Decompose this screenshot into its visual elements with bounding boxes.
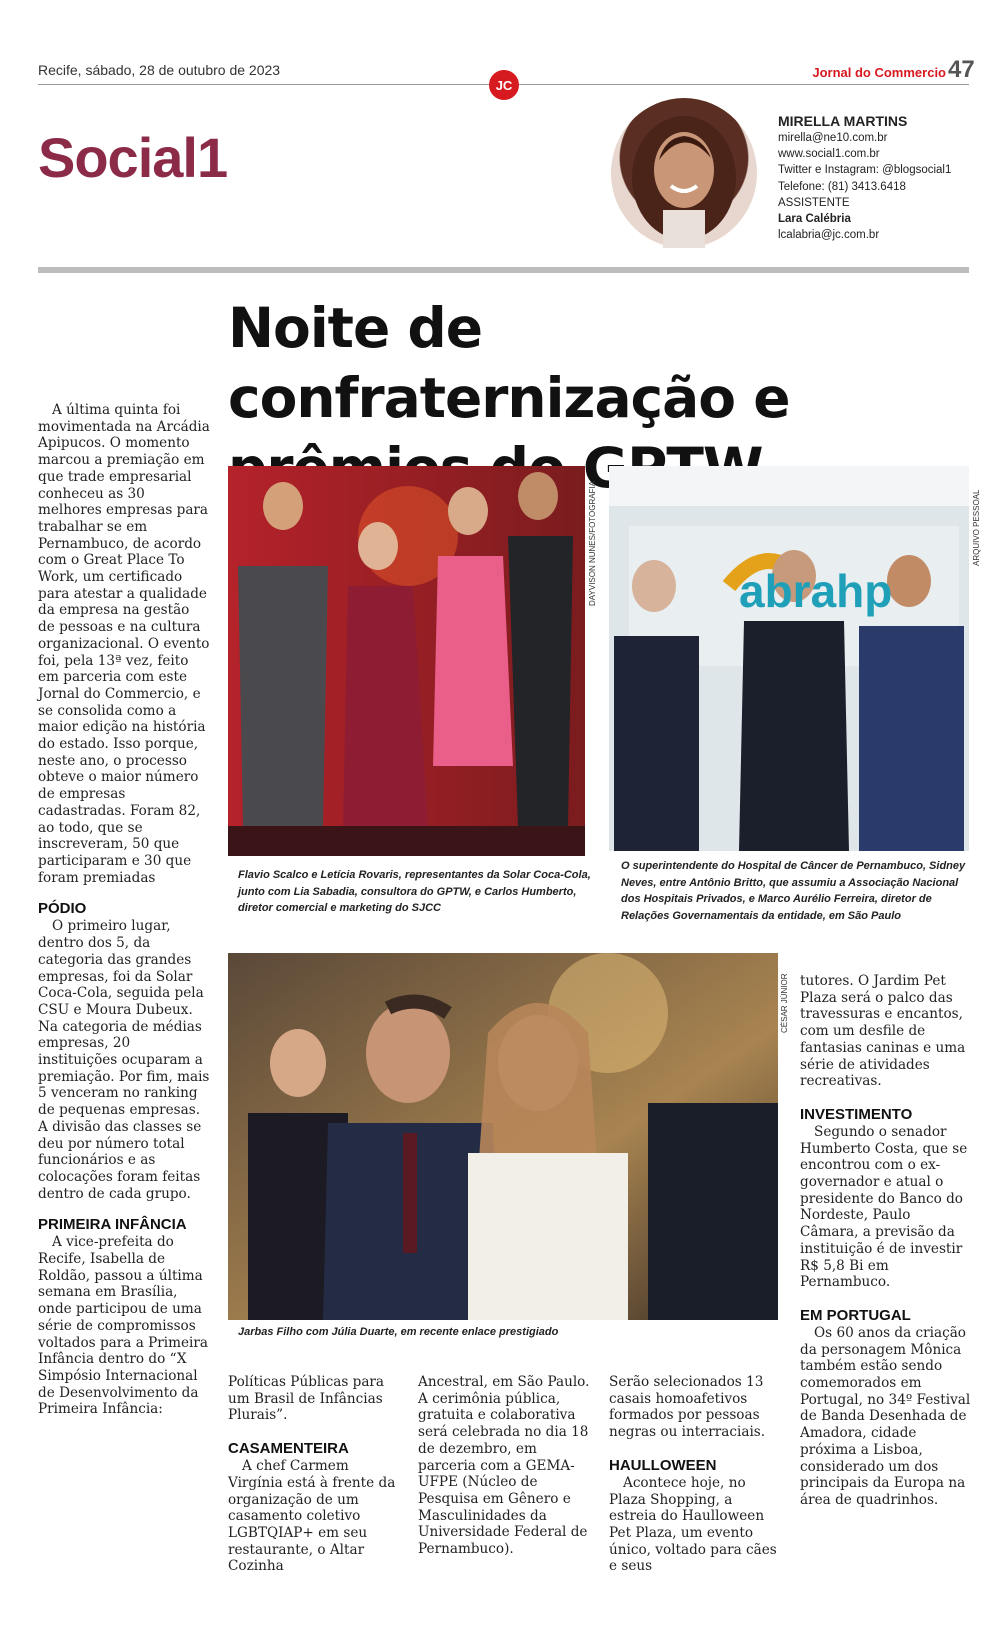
column-5	[800, 973, 972, 1509]
columnist-contact	[778, 112, 951, 243]
col5-paragraph: tutores. O Jardim Pet Plaza será o palco das travessuras e encantos, com um desfile de fantasias caninas e uma série de atividades recreativas.	[800, 973, 966, 1090]
photo2-credit: ARQUIVO PESSOAL	[972, 489, 981, 566]
col3-paragraph: Ancestral, em São Paulo. A cerimônia pública, gratuita e colaborativa será celebrada no dia 18 de dezembro, em parceria com a GEMA-UFPE (Núcleo de Pesquisa em Gênero e Masculinidades da Universidade Federal de Pernambuco).	[418, 1374, 590, 1558]
portrait-illustration	[611, 98, 757, 248]
halloween-paragraph: Acontece hoje, no Plaza Shopping, a estreia do Haulloween Pet Plaza, um evento único, voltado para cães e seus	[609, 1474, 777, 1575]
infancia-paragraph: A vice-prefeita do Recife, Isabella de Roldão, passou a última semana em Brasília, onde participou de uma série de compromissos voltados para a Primeira Infância dentro do “X Simpósio Internacional de Desenvolvimento da Primeira Infância:	[38, 1234, 208, 1418]
jc-logo: JC	[489, 70, 519, 100]
photo2-caption: O superintendente do Hospital de Câncer de Pernambuco, Sidney Neves, entre Antônio Britto, que assumiu a Associação Nacional dos Hospitais Privados, e Marco Aurélio Ferreira, diretor de Relações Governamentais da entidade, em São Paulo	[621, 860, 966, 922]
columnist-social: Twitter e Instagram: @blogsocial1	[778, 164, 952, 177]
column-1	[38, 402, 210, 1418]
investimento-subhead: INVESTIMENTO	[800, 1105, 913, 1123]
assistant-name: Lara Calébria	[778, 213, 851, 226]
photo-wedding	[228, 953, 778, 1320]
photo-gptw-illustration	[228, 466, 585, 856]
photo-wedding-illustration	[228, 953, 778, 1320]
columnist-email[interactable]: mirella@ne10.com.br	[778, 132, 888, 144]
masthead-separator	[38, 267, 969, 273]
photo-abrahp	[609, 466, 969, 851]
intro-paragraph: A última quinta foi movimentada na Arcádia Apipucos. O momento marcou a premiação em que trade empresarial conheceu as 30 melhores empresas para trabalhar se em Pernambuco, de acordo com o Great Place To Work, um certificado para atestar a qualidade da empresa na gestão de pessoas e na cultura organizacional. O evento foi, pela 13ª vez, feito em parceria com este Jornal do Commercio, e se consolida como a maior edição na história do estado. Isso porque, neste ano, o processo obteve o maior número de empresas cadastradas. Foram 82, ao todo, que se inscreveram, 50 que participaram e 30 que foram premiadas	[38, 402, 210, 886]
casamenteira-paragraph: A chef Carmem Virgínia está à frente da organização de um casamento coletivo LGBTQIAP+ em seu restaurante, o Altar Cozinha	[228, 1458, 396, 1575]
main-headline: Noite de confraternização e	[228, 296, 790, 430]
edition-date: Recife, sábado, 28 de outubro de 2023	[38, 62, 281, 78]
photo-abrahp-illustration	[609, 466, 969, 851]
columnist-name: MIRELLA MARTINS	[778, 113, 908, 129]
halloween-subhead: HAULLOWEEN	[609, 1456, 717, 1474]
column-4	[609, 1374, 781, 1575]
assistant-label: ASSISTENTE	[778, 196, 850, 209]
casamenteira-subhead: CASAMENTEIRA	[228, 1440, 349, 1458]
podio-subhead: PÓDIO	[38, 900, 87, 918]
page-number: 47	[948, 56, 975, 83]
col2-paragraph: Políticas Públicas para um Brasil de Infâncias Plurais”.	[228, 1374, 385, 1424]
columnist-site[interactable]: www.social1.com.br	[778, 148, 880, 161]
column-3	[418, 1374, 590, 1558]
column-2	[228, 1374, 400, 1575]
columnist-phone: Telefone: (81) 3413.6418	[778, 180, 906, 193]
infancia-subhead: PRIMEIRA INFÂNCIA	[38, 1216, 187, 1234]
photo1-credit: DAYVISON NUNES/FOTOGRAFIA	[588, 480, 597, 606]
abrahp-sign: abrahp	[739, 565, 893, 617]
col4-paragraph: Serão selecionados 13 casais homoafetivos formados por pessoas negras ou interraciais.	[609, 1374, 766, 1441]
photo3-caption: Jarbas Filho com Júlia Duarte, em recente enlace prestigiado	[238, 1326, 559, 1338]
podio-paragraph: O primeiro lugar, dentro dos 5, da categoria das grandes empresas, foi da Solar Coca-Cola, seguida pela CSU e Moura Dubeux. Na categoria de médias empresas, 20 instituições ocuparam a premiação. Por fim, mais 5 venceram no ranking de pequenas empresas. A divisão das classes se deu por número total funcionários e as colocações foram feitas dentro de cada grupo.	[38, 918, 210, 1202]
portugal-paragraph: Os 60 anos da criação da personagem Mônica também estão sendo comemorados em Portugal, no 34º Festival de Banda Desenhada de Amadora, cidade próxima a Lisboa, considerado um dos principais da Europa na área de quadrinhos.	[800, 1324, 971, 1508]
column-title: Social1	[38, 126, 228, 189]
newspaper-name: Jornal do Commercio	[812, 65, 946, 80]
photo1-caption: Flavio Scalco e Letícia Rovaris, representantes da Solar Coca-Cola, junto com Lia Sabadia, consultora do GPTW, e Carlos Humberto, diretor comercial e marketing do SJCC	[238, 869, 591, 914]
columnist-portrait	[611, 98, 757, 248]
assistant-email[interactable]: lcalabria@jc.com.br	[778, 229, 880, 242]
photo-gptw-award	[228, 466, 585, 856]
photo3-credit: CÉSAR JÚNIOR	[780, 973, 789, 1033]
investimento-paragraph: Segundo o senador Humberto Costa, que se encontrou com o ex-governador e atual o presidente do Banco do Nordeste, Paulo Câmara, a previsão da instituição é de investir R$ 5,8 Bi em Pernambuco.	[800, 1123, 968, 1291]
portugal-subhead: EM PORTUGAL	[800, 1306, 911, 1324]
